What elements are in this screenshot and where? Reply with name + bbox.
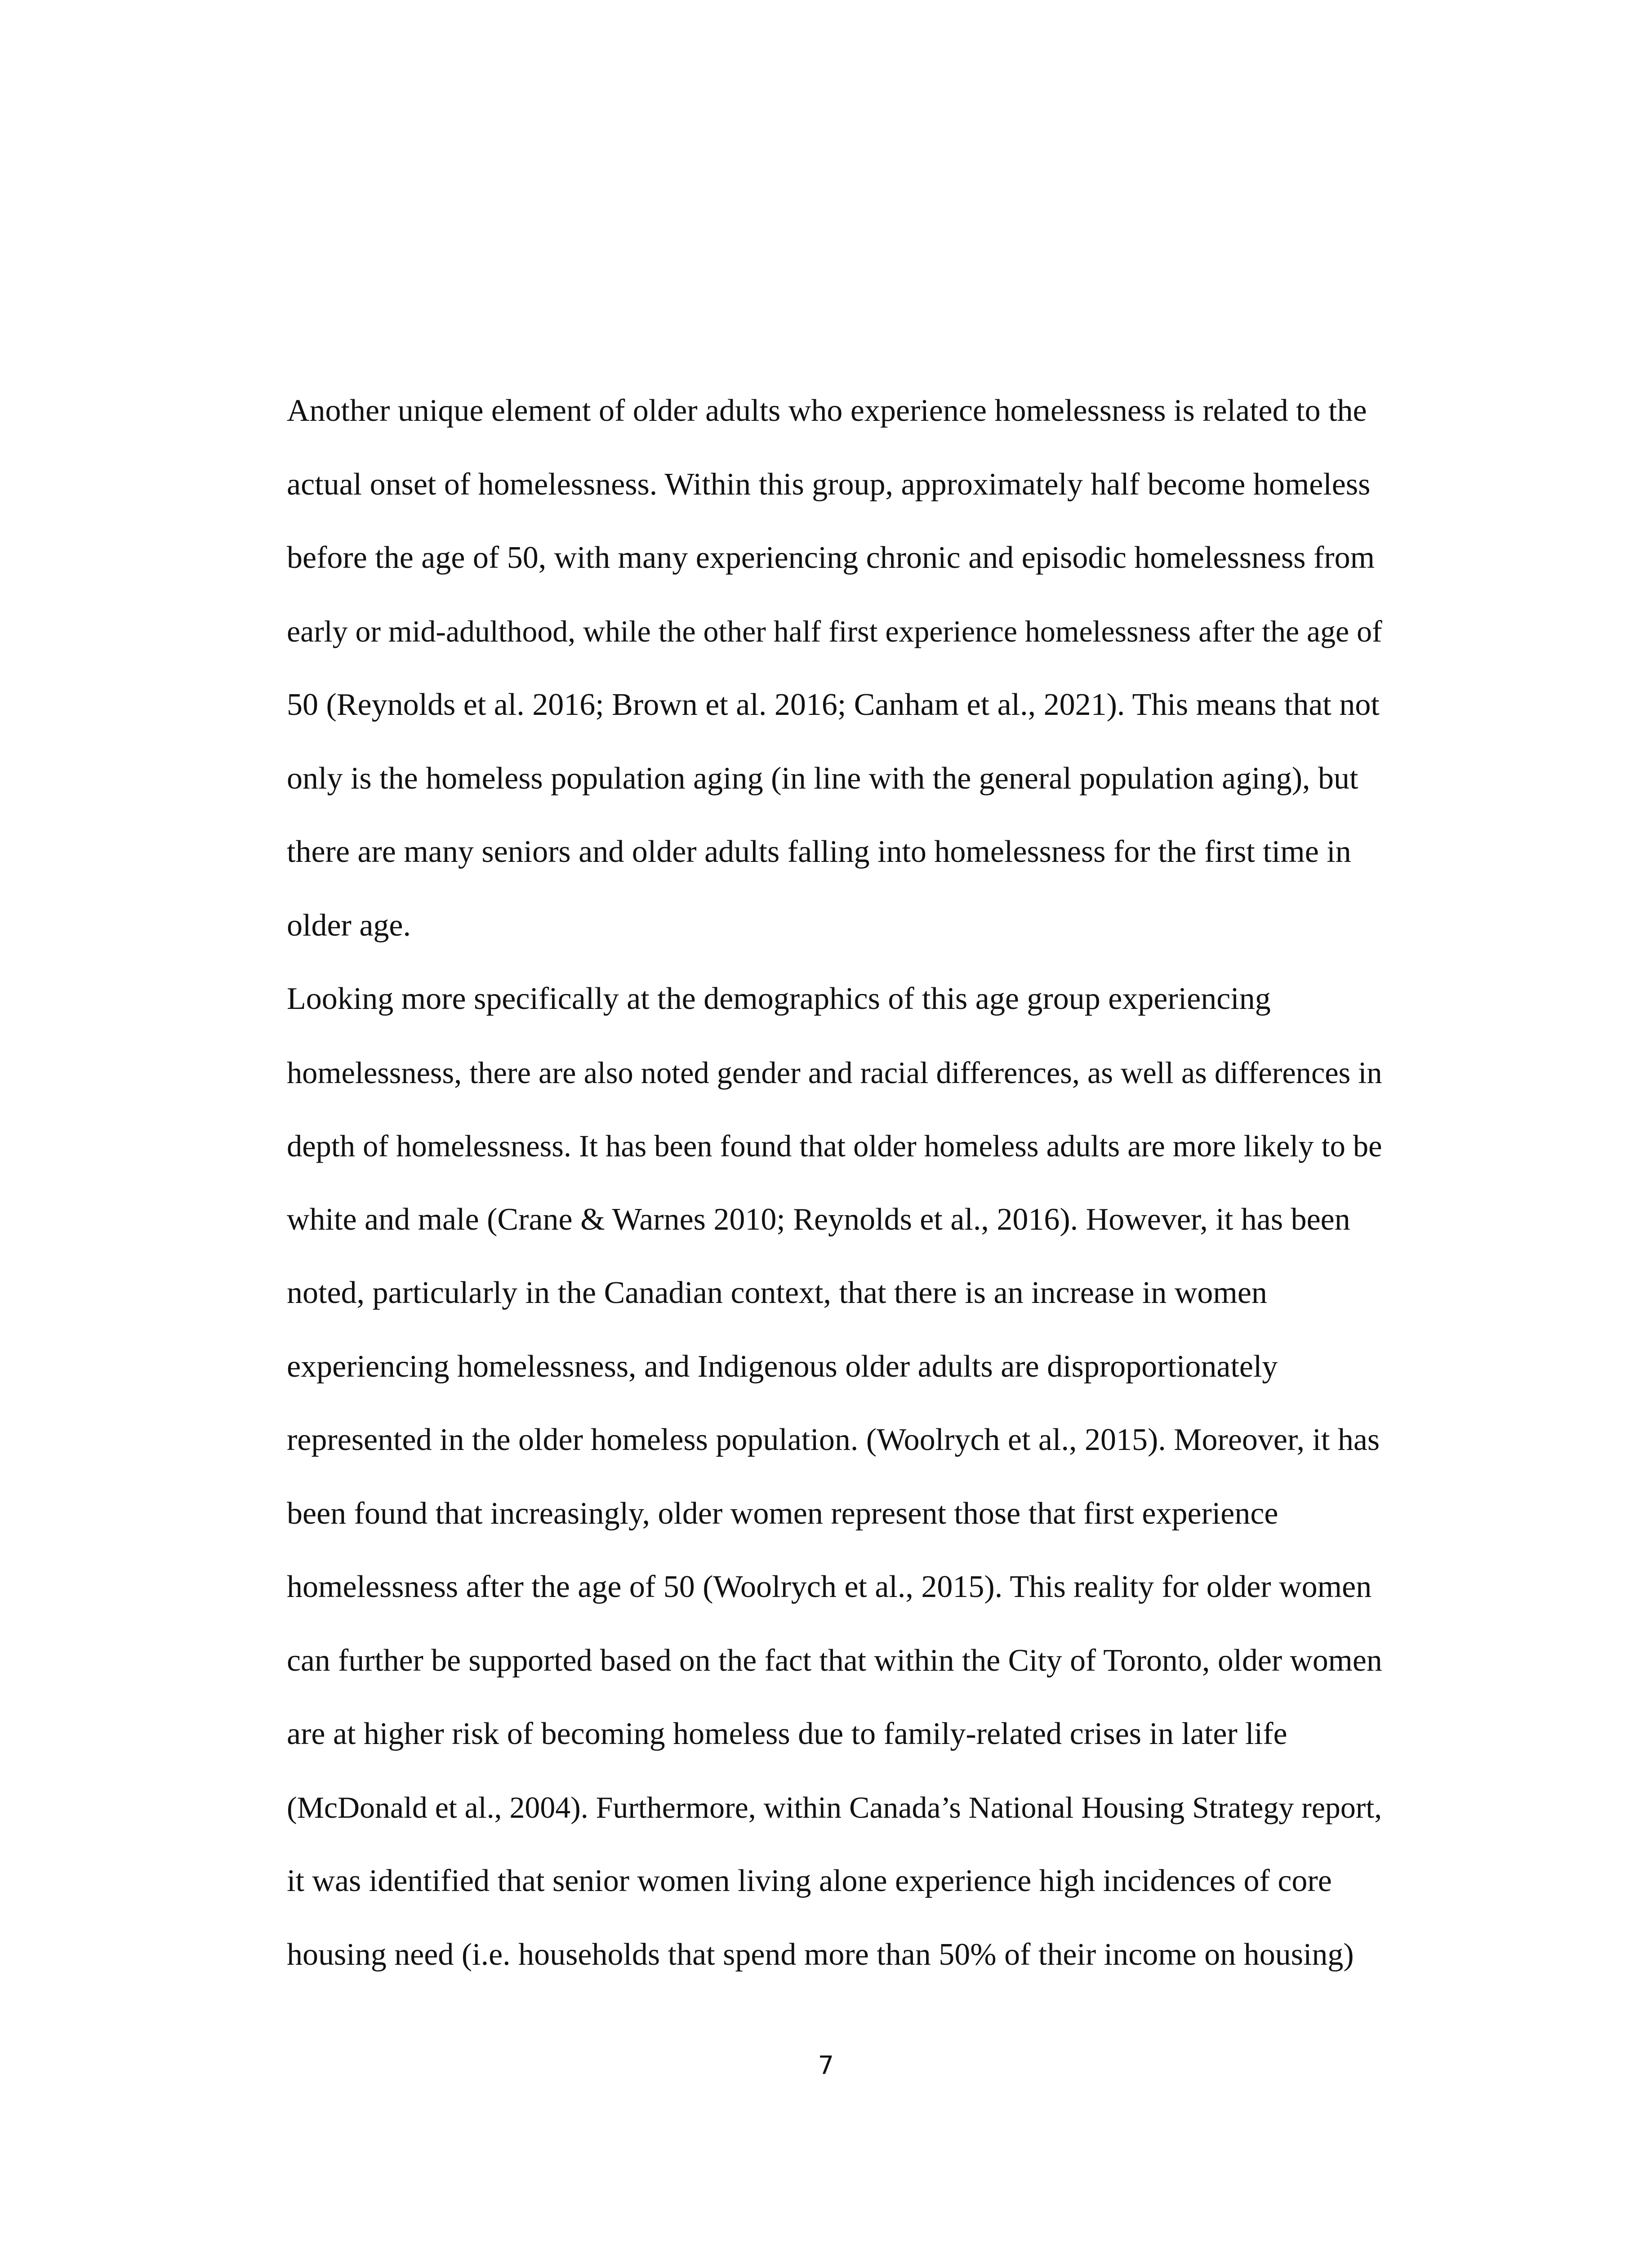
paragraph-line: there are many seniors and older adults falling into homelessness for the first time in	[287, 834, 1351, 869]
paragraph-line: can further be supported based on the fact that within the City of Toronto, older women	[287, 1643, 1382, 1678]
paragraph-line: 50 (Reynolds et al. 2016; Brown et al. 2016; Canham et al., 2021). This means that not	[287, 687, 1380, 722]
paragraph-line: been found that increasingly, older women represent those that first experience	[287, 1496, 1278, 1531]
paragraph-line: Another unique element of older adults who experience homelessness is related to the	[287, 393, 1367, 428]
page-number: 7	[818, 2051, 834, 2080]
paragraph-line: Looking more specifically at the demographics of this age group experiencing	[287, 981, 1271, 1016]
paragraph-line: older age.	[287, 908, 411, 943]
paragraph-line: (McDonald et al., 2004). Furthermore, within Canada’s National Housing Strategy report,	[287, 1791, 1382, 1824]
paragraph-line: depth of homelessness. It has been found that older homeless adults are more likely to be	[287, 1129, 1382, 1163]
paragraph-line: are at higher risk of becoming homeless due to family-related crises in later life	[287, 1717, 1287, 1751]
paragraph-line: it was identified that senior women living alone experience high incidences of core	[287, 1864, 1332, 1898]
paragraph-line: early or mid-adulthood, while the other half first experience homelessness after the age of	[287, 615, 1382, 648]
paragraph-line: homelessness after the age of 50 (Woolrych et al., 2015). This reality for older women	[287, 1570, 1372, 1604]
paragraph-line: noted, particularly in the Canadian context, that there is an increase in women	[287, 1276, 1267, 1310]
paragraph-line: housing need (i.e. households that spend more than 50% of their income on housing)	[287, 1937, 1354, 1972]
paragraph-line: experiencing homelessness, and Indigenous older adults are disproportionately	[287, 1349, 1278, 1384]
paragraph-line: actual onset of homelessness. Within this group, approximately half become homeless	[287, 467, 1371, 502]
paragraph-line: white and male (Crane & Warnes 2010; Reynolds et al., 2016). However, it has been	[287, 1202, 1350, 1237]
paragraph-line: homelessness, there are also noted gender and racial differences, as well as differences in	[287, 1056, 1382, 1090]
paragraph-line: before the age of 50, with many experiencing chronic and episodic homelessness from	[287, 540, 1375, 575]
paragraph-line: only is the homeless population aging (in line with the general population aging), but	[287, 761, 1358, 796]
paragraph-line: represented in the older homeless population. (Woolrych et al., 2015). Moreover, it has	[287, 1423, 1380, 1457]
